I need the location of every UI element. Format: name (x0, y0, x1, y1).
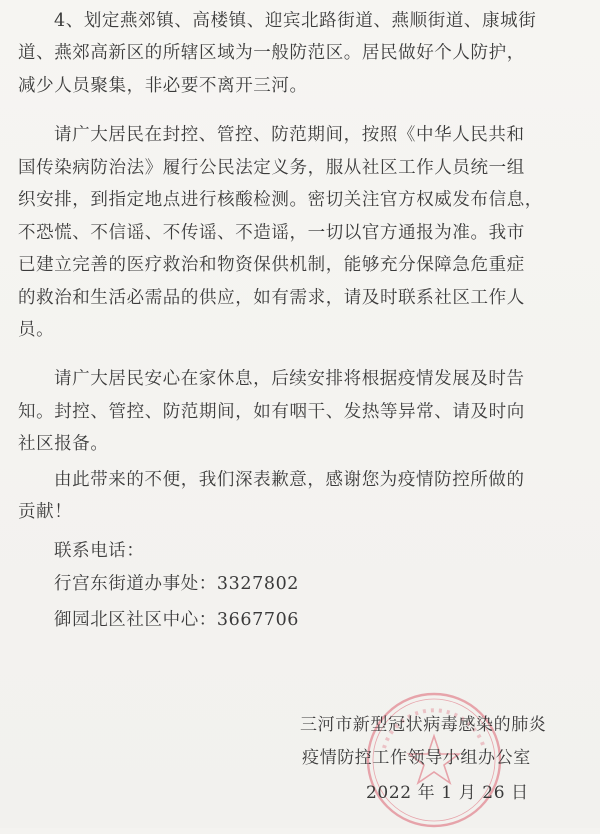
paragraph-line: 织安排，到指定地点进行核酸检测。密切关注官方权威发布信息， (18, 190, 543, 210)
paragraph-line: 4、划定燕郊镇、高楼镇、迎宾北路街道、燕顺街道、康城街 (54, 11, 537, 31)
paragraph-line: 由此带来的不便，我们深表歉意，感谢您为疫情防控所做的 (54, 470, 525, 490)
signature-date: 2022 年 1 月 26 日 (366, 783, 529, 803)
contact-line-xinggong: 行宫东街道办事处：3327802 (54, 574, 300, 594)
paragraph-line: 员。 (18, 320, 55, 340)
paragraph-line: 减少人员聚集，非必要不离开三河。 (18, 76, 308, 96)
contacts-heading: 联系电话： (54, 541, 145, 561)
paragraph-line: 知。封控、管控、防范期间，如有咽干、发热等异常、请及时向 (18, 402, 525, 422)
signature-organization-line1: 三河市新型冠状病毒感染的肺炎 (300, 715, 547, 735)
paragraph-line: 的救治和生活必需品的供应，如有需求，请及时联系社区工作人 (18, 288, 525, 308)
contact-line-yuyuan: 御园北区社区中心：3667706 (54, 610, 300, 630)
paragraph-line: 请广大居民安心在家休息，后续安排将根据疫情发展及时告 (54, 369, 525, 389)
paragraph-line: 不恐慌、不信谣、不传谣、不造谣，一切以官方通报为准。我市 (18, 223, 525, 243)
paragraph-line: 请广大居民在封控、管控、防范期间，按照《中华人民共和 (54, 125, 525, 145)
paragraph-line: 社区报备。 (18, 434, 109, 454)
paragraph-line: 贡献！ (18, 502, 73, 522)
paragraph-line: 道、燕郊高新区的所辖区域为一般防范区。居民做好个人防护， (18, 43, 525, 63)
paragraph-line: 国传染病防治法》履行公民法定义务，服从社区工作人员统一组 (18, 158, 525, 178)
signature-organization-line2: 疫情防控工作领导小组办公室 (302, 748, 531, 768)
paragraph-line: 已建立完善的医疗救治和物资保供机制，能够充分保障急危重症 (18, 255, 525, 275)
